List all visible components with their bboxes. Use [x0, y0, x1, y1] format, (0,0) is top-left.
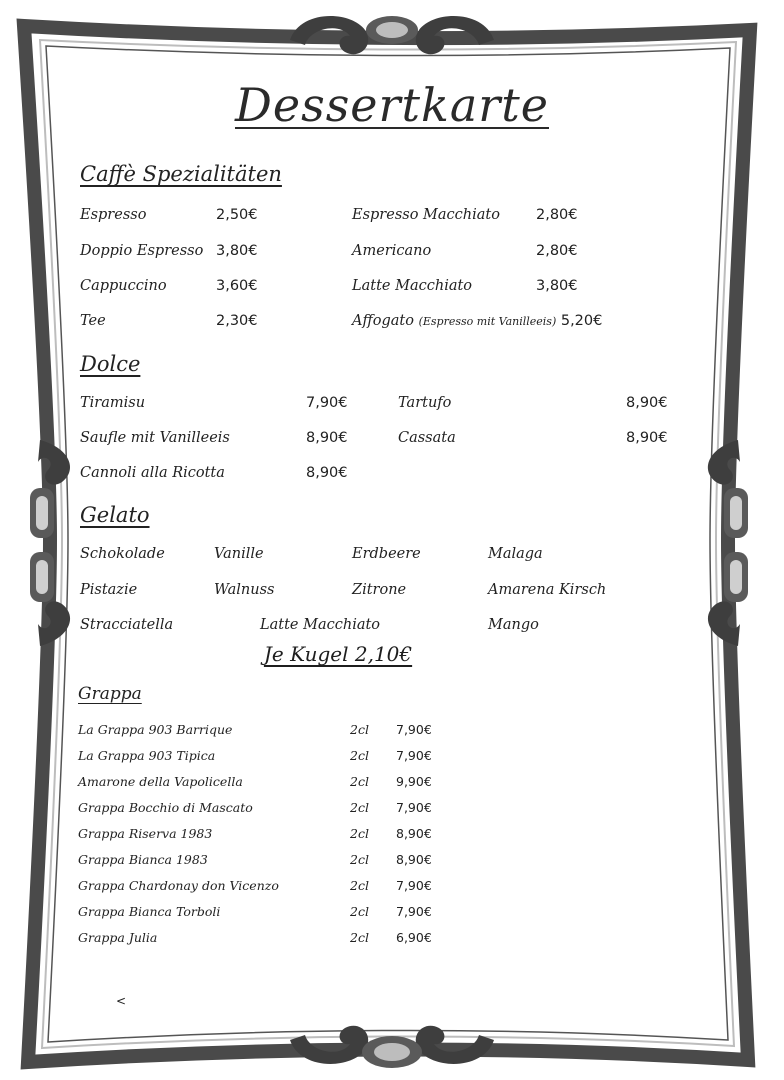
- gelato-flavor: Erdbeere: [352, 546, 421, 562]
- menu-item-price: 8,90€: [306, 430, 348, 446]
- gelato-flavor: Latte Macchiato: [260, 617, 381, 633]
- gelato-flavor: Pistazie: [80, 582, 138, 598]
- menu-item-name: Espresso Macchiato: [352, 207, 500, 223]
- gelato-flavor: Malaga: [488, 546, 543, 562]
- grappa-item-name: Grappa Bianca 1983: [78, 852, 208, 867]
- grappa-item-unit: 2cl: [350, 930, 369, 945]
- grappa-item-price: 7,90€: [396, 722, 432, 737]
- menu-item-name: Americano: [352, 243, 432, 259]
- menu-item-price: 7,90€: [306, 395, 348, 411]
- gelato-flavor: Walnuss: [214, 582, 275, 598]
- menu-item-price: 8,90€: [626, 395, 668, 411]
- menu-item-name: Espresso: [80, 207, 147, 223]
- gelato-flavor: Vanille: [214, 546, 264, 562]
- gelato-flavor: Zitrone: [352, 582, 407, 598]
- grappa-item-name: Grappa Riserva 1983: [78, 826, 213, 841]
- menu-item-price: 8,90€: [626, 430, 668, 446]
- menu-item-price: 2,50€: [216, 207, 258, 223]
- menu-item-name: Doppio Espresso: [80, 243, 204, 259]
- grappa-item-price: 6,90€: [396, 930, 432, 945]
- affogato-note: (Espresso mit Vanilleeis): [418, 315, 557, 328]
- grappa-item-name: La Grappa 903 Barrique: [78, 722, 233, 737]
- gelato-flavor: Schokolade: [80, 546, 165, 562]
- menu-item-name: Tartufo: [398, 395, 452, 411]
- gelato-flavor: Amarena Kirsch: [488, 582, 607, 598]
- grappa-item-unit: 2cl: [350, 800, 369, 815]
- menu-item-name: Tiramisu: [80, 395, 146, 411]
- affogato-name: Affogato: [352, 313, 414, 329]
- menu-item-name: Cassata: [398, 430, 456, 446]
- grappa-item-unit: 2cl: [350, 722, 369, 737]
- stray-mark: <: [116, 994, 127, 1008]
- frame-inner-line: [40, 40, 736, 1048]
- gelato-price-note: Je Kugel 2,10€: [263, 642, 413, 666]
- grappa-item-unit: 2cl: [350, 748, 369, 763]
- grappa-item-name: Grappa Bocchio di Mascato: [78, 800, 253, 815]
- menu-item-price: 3,80€: [536, 278, 578, 294]
- menu-title: Dessertkarte: [234, 78, 549, 132]
- grappa-item-price: 8,90€: [396, 852, 432, 867]
- affogato-price: 5,20€: [560, 313, 603, 329]
- menu-item-price: 2,80€: [536, 207, 578, 223]
- menu-item-price: 2,30€: [216, 313, 258, 329]
- menu-item-price: 3,80€: [216, 243, 258, 259]
- gelato-flavor: Stracciatella: [80, 617, 174, 633]
- grappa-item-name: Grappa Julia: [78, 930, 158, 945]
- section-heading-caffe: Caffè Spezialitäten: [80, 162, 282, 186]
- grappa-item-name: Amarone della Vapolicella: [78, 774, 243, 789]
- section-heading-dolce: Dolce: [80, 352, 141, 376]
- grappa-item-name: Grappa Bianca Torboli: [78, 904, 221, 919]
- menu-item-name: Saufle mit Vanilleeis: [80, 430, 230, 446]
- grappa-item-unit: 2cl: [350, 852, 369, 867]
- section-heading-gelato: Gelato: [80, 503, 150, 527]
- grappa-item-price: 7,90€: [396, 800, 432, 815]
- grappa-item-unit: 2cl: [350, 878, 369, 893]
- grappa-item-unit: 2cl: [350, 904, 369, 919]
- menu-item-name: Cappuccino: [80, 278, 167, 294]
- grappa-item-name: La Grappa 903 Tipica: [78, 748, 216, 763]
- menu-item-name: Cannoli alla Ricotta: [80, 465, 225, 481]
- grappa-item-price: 8,90€: [396, 826, 432, 841]
- affogato-row: [352, 313, 602, 329]
- gelato-flavor: Mango: [488, 617, 539, 633]
- grappa-item-price: 7,90€: [396, 878, 432, 893]
- grappa-item-name: Grappa Chardonay don Vicenzo: [78, 878, 279, 893]
- grappa-item-unit: 2cl: [350, 774, 369, 789]
- menu-item-name: Tee: [80, 313, 106, 329]
- grappa-item-price: 7,90€: [396, 904, 432, 919]
- grappa-item-price: 7,90€: [396, 748, 432, 763]
- menu-item-price: 3,60€: [216, 278, 258, 294]
- menu-item-price: 8,90€: [306, 465, 348, 481]
- section-heading-grappa: Grappa: [78, 684, 142, 704]
- menu-item-name: Latte Macchiato: [352, 278, 473, 294]
- grappa-item-unit: 2cl: [350, 826, 369, 841]
- grappa-item-price: 9,90€: [396, 774, 432, 789]
- menu-item-price: 2,80€: [536, 243, 578, 259]
